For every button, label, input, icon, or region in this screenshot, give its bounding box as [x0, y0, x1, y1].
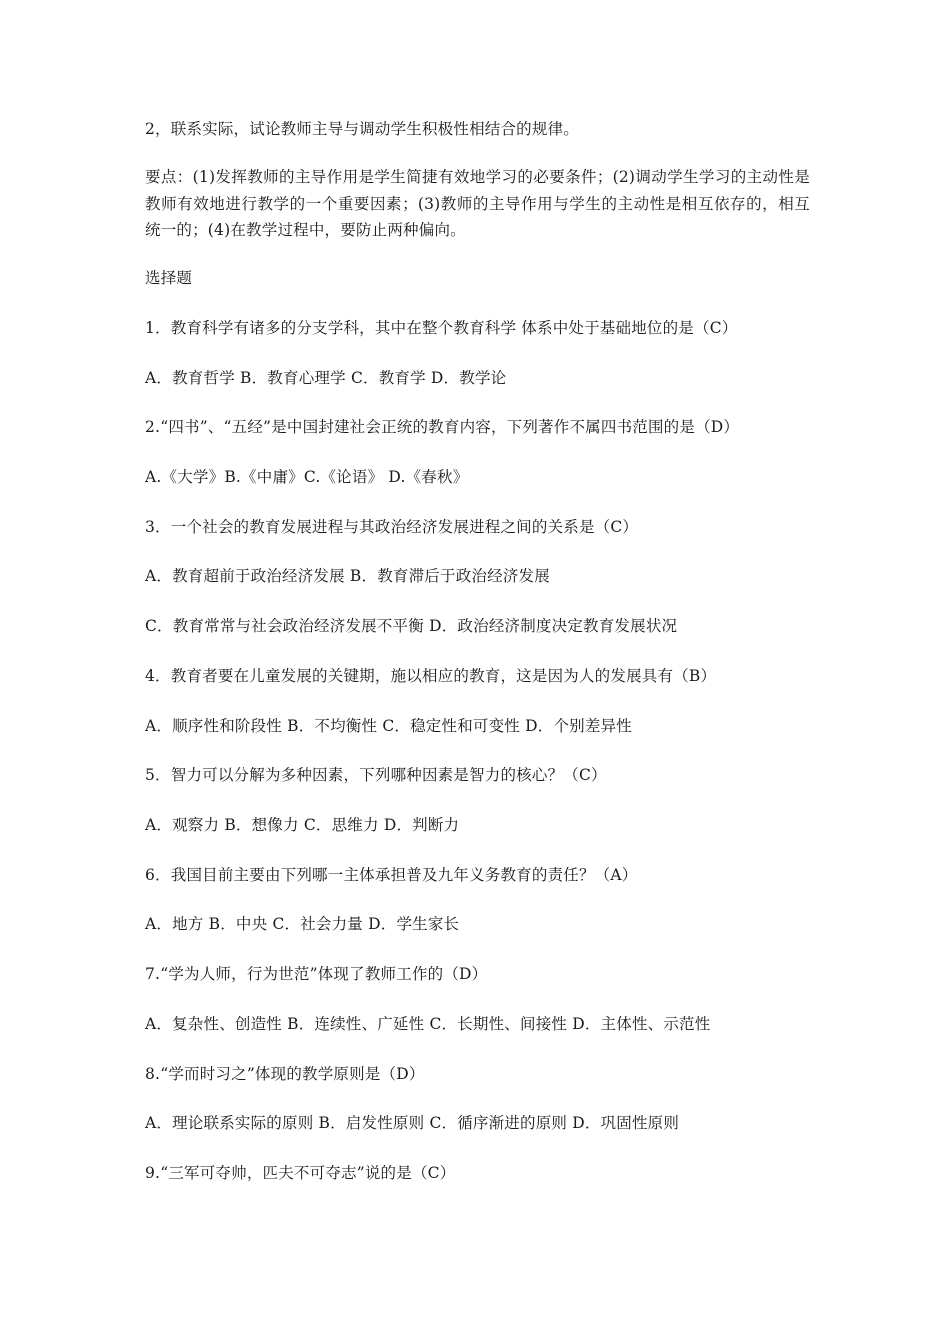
question-options: A．地方 B．中央 C．社会力量 D．学生家长: [145, 915, 460, 933]
question-stem: 9.“三军可夺帅，匹夫不可夺志”说的是（C）: [145, 1164, 456, 1182]
essay-answer: 要点：(1)发挥教师的主导作用是学生简捷有效地学习的必要条件；(2)调动学生学习的主动性是教师有效地进行教学的一个重要因素；(3)教师的主导作用与学生的主动性是相互依存的，相互统一的；(4)在教学过程中，要防止两种偏向。: [145, 168, 810, 239]
question-stem: 6．我国目前主要由下列哪一主体承担普及九年义务教育的责任？（A）: [145, 866, 638, 884]
question-stem: 7.“学为人师，行为世范”体现了教师工作的（D）: [145, 965, 488, 983]
question-options: A．观察力 B．想像力 C．思维力 D．判断力: [145, 816, 460, 834]
question-options: A．理论联系实际的原则 B．启发性原则 C．循序渐进的原则 D．巩固性原则: [145, 1114, 680, 1132]
question-stem: 3．一个社会的教育发展进程与其政治经济发展进程之间的关系是（C）: [145, 518, 639, 536]
question-stem: 4．教育者要在儿童发展的关键期，施以相应的教育，这是因为人的发展具有（B）: [145, 667, 717, 685]
question-stem: 2.“四书”、“五经”是中国封建社会正统的教育内容，下列著作不属四书范围的是（D）: [145, 418, 740, 436]
question-options: A.《大学》B.《中庸》C.《论语》 D.《春秋》: [145, 468, 469, 486]
question-options: A．复杂性、创造性 B．连续性、广延性 C．长期性、间接性 D．主体性、示范性: [145, 1015, 711, 1033]
question-stem: 8.“学而时习之”体现的教学原则是（D）: [145, 1065, 425, 1083]
question-stem: 1．教育科学有诸多的分支学科，其中在整个教育科学 体系中处于基础地位的是（C）: [145, 319, 738, 337]
section-title: 选择题: [145, 269, 193, 287]
essay-question: 2，联系实际，试论教师主导与调动学生积极性相结合的规律。: [145, 120, 579, 138]
question-options: A．教育超前于政治经济发展 B．教育滞后于政治经济发展: [145, 567, 550, 585]
question-options: A．顺序性和阶段性 B．不均衡性 C．稳定性和可变性 D．个别差异性: [145, 717, 632, 735]
question-options: A．教育哲学 B．教育心理学 C．教育学 D．教学论: [145, 369, 507, 387]
question-options: C．教育常常与社会政治经济发展不平衡 D．政治经济制度决定教育发展状况: [145, 617, 678, 635]
question-stem: 5．智力可以分解为多种因素，下列哪种因素是智力的核心？（C）: [145, 766, 607, 784]
